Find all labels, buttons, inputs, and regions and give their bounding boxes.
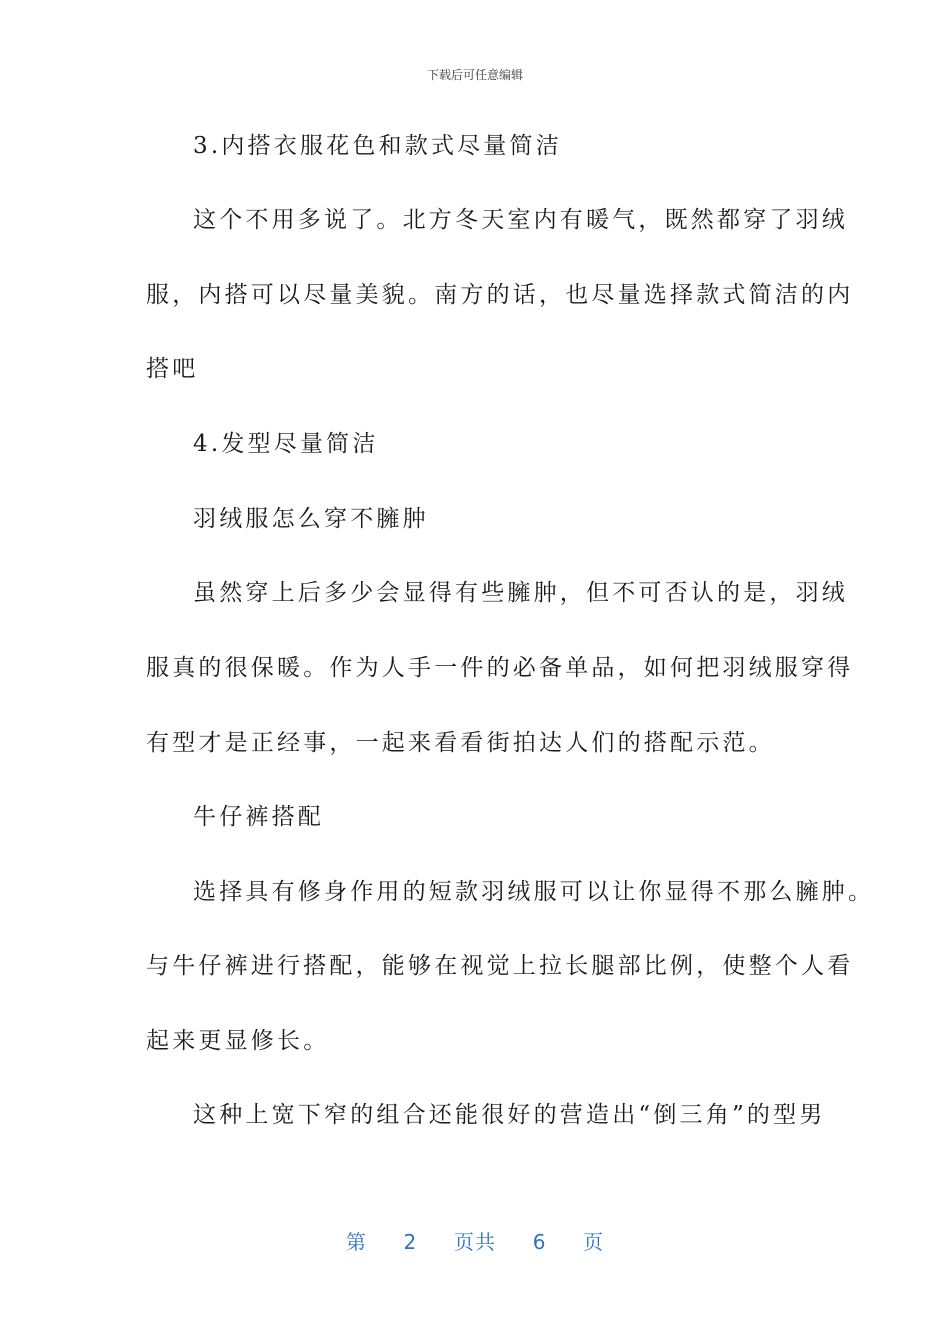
text-line: 服，内搭可以尽量美貌。南方的话，也尽量选择款式简洁的内 <box>146 282 854 308</box>
text-line: 起来更显修长。 <box>146 1028 330 1054</box>
text-line: 这种上宽下窄的组合还能很好的营造出“倒三角”的型男 <box>193 1102 826 1128</box>
footer-middle: 页共 <box>454 1230 496 1254</box>
text-line: 羽绒服怎么穿不臃肿 <box>193 506 429 532</box>
text-line: 有型才是正经事，一起来看看街拍达人们的搭配示范。 <box>146 730 775 756</box>
footer-suffix: 页 <box>583 1230 605 1254</box>
text-line: 牛仔裤搭配 <box>193 804 324 830</box>
page-footer <box>0 1226 950 1255</box>
text-line: 搭吧 <box>146 356 199 382</box>
text-line: 服真的很保暖。作为人手一件的必备单品，如何把羽绒服穿得 <box>146 655 854 681</box>
text-line: 与牛仔裤进行搭配，能够在视觉上拉长腿部比例，使整个人看 <box>146 953 854 979</box>
footer-current-page: 2 <box>403 1230 418 1254</box>
text-line: 4.发型尽量简洁 <box>193 431 379 457</box>
text-line: 选择具有修身作用的短款羽绒服可以让你显得不那么臃肿。 <box>193 879 875 905</box>
footer-total-pages: 6 <box>532 1230 547 1254</box>
footer-prefix: 第 <box>345 1230 367 1254</box>
text-line: 这个不用多说了。北方冬天室内有暖气，既然都穿了羽绒 <box>193 207 848 233</box>
page-header: 下载后可任意编辑 <box>426 68 523 82</box>
text-line: 虽然穿上后多少会显得有些臃肿，但不可否认的是，羽绒 <box>193 580 848 606</box>
text-line: 3.内搭衣服花色和款式尽量简洁 <box>193 133 562 159</box>
